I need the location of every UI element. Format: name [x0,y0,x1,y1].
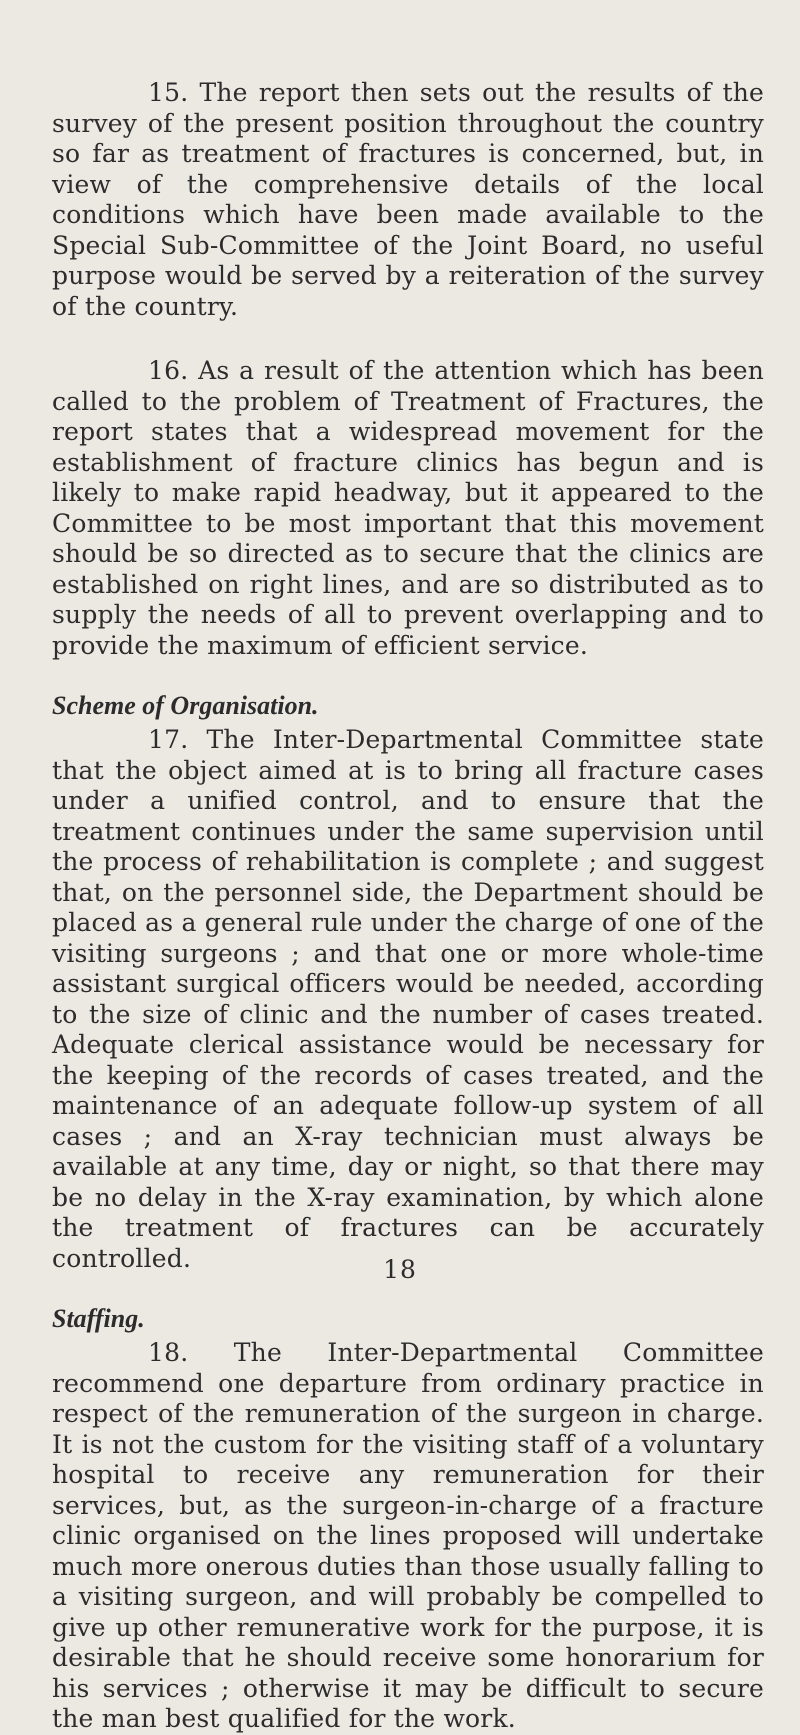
page-number: 18 [383,1255,417,1284]
section-heading-staffing: Staffing. [52,1304,145,1333]
section-heading-scheme-of-organisation: Scheme of Organisation. [52,691,319,720]
paragraph-16: 16. As a result of the attention which has been called to the problem of Treatment of Fractures, the report states that a widespread movement for the establishment of fracture clinics has begun and is likely to make rapid headway, but it appeared to the Committee to be most important that this movement should be so directed as to secure that the clinics are established on right lines, and are so distributed as to supply the needs of all to prevent overlapping and to provide the maximum of efficient service. [52,356,764,660]
paragraph-18: 18. The Inter-Departmental Committee recommend one departure from ordinary practice in respect of the remuneration of the surgeon in charge. It is not the custom for the visiting staff of a voluntary hospital to receive any remuneration for their services, but, as the surgeon-in-charge of a fracture clinic organised on the lines proposed will undertake much more onerous duties than those usually falling to a visiting surgeon, and will probably be compelled to give up other remunerative work for the purpose, it is desirable that he should receive some honorarium for his services ; otherwise it may be difficult to secure the man best qualified for the work. [52,1338,764,1733]
paragraph-17: 17. The Inter-Departmental Committee state that the object aimed at is to bring all fracture cases under a unified control, and to ensure that the treatment continues under the same supervision until the process of rehabilitation is complete ; and suggest that, on the personnel side, the Department should be placed as a general rule under the charge of one of the visiting surgeons ; and that one or more whole-time assistant surgical officers would be needed, according to the size of clinic and the number of cases treated. Adequate clerical assistance would be necessary for the keeping of the records of cases treated, and the maintenance of an adequate follow-up system of all cases ; and an X-ray technician must always be available at any time, day or night, so that there may be no delay in the X-ray examination, by which alone the treatment of fractures can be accurately controlled. [52,725,764,1273]
paragraph-15: 15. The report then sets out the results of the survey of the present position throughout the country so far as treatment of fractures is concerned, but, in view of the comprehensive details of the local conditions which have been made available to the Special Sub-Committee of the Joint Board, no useful purpose would be served by a reiteration of the survey of the country. [52,78,764,321]
